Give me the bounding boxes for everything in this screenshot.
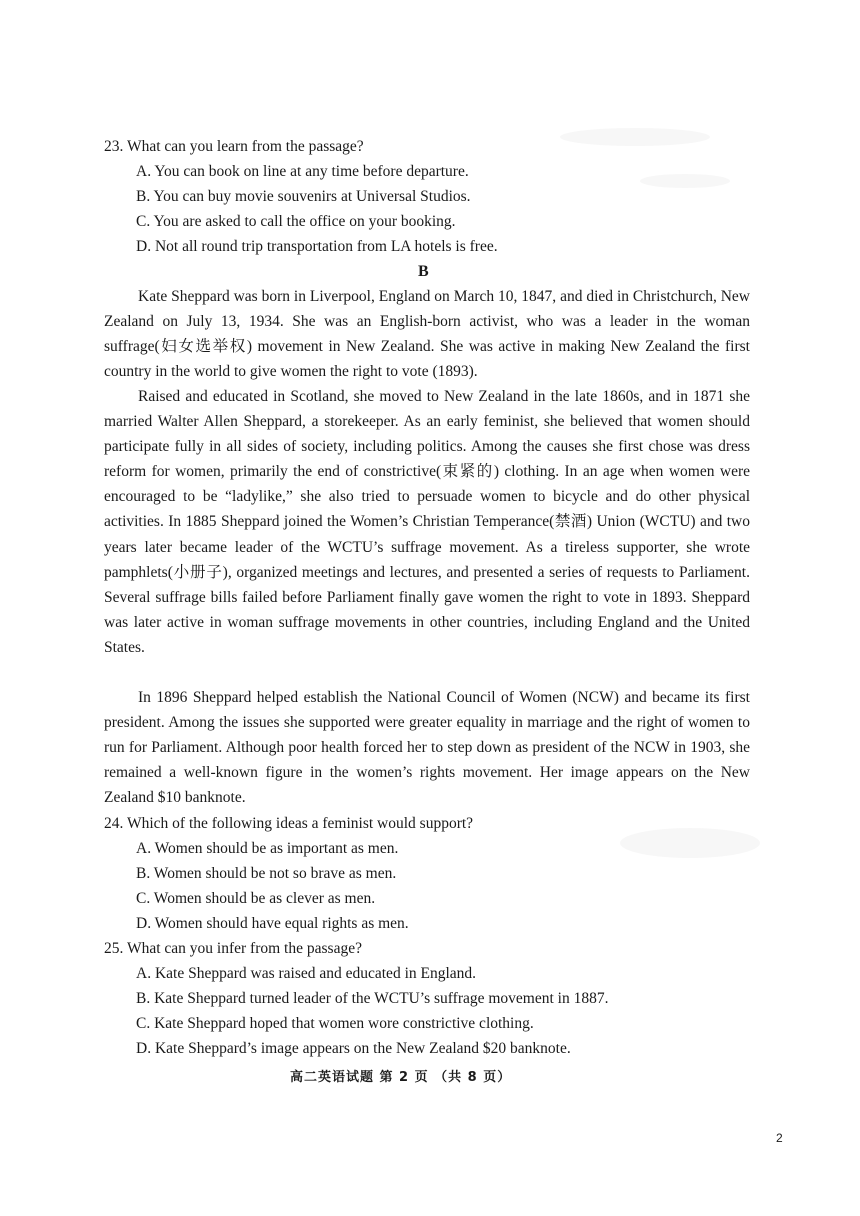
section-title: B	[418, 263, 429, 280]
question-24-option-d: D. Women should have equal rights as men.	[136, 915, 409, 932]
question-24-option-b: B. Women should be not so brave as men.	[136, 865, 397, 882]
question-23-stem: 23. What can you learn from the passage?	[104, 138, 364, 155]
question-25-option-a: A. Kate Sheppard was raised and educated in England.	[136, 965, 477, 982]
question-25-option-b: B. Kate Sheppard turned leader of the WCTU’s suffrage movement in 1887.	[136, 990, 609, 1007]
question-24-option-a: A. Women should be as important as men.	[136, 840, 399, 857]
question-25-option-c: C. Kate Sheppard hoped that women wore constrictive clothing.	[136, 1015, 534, 1032]
question-24-stem: 24. Which of the following ideas a feminist would support?	[104, 815, 474, 832]
passage-paragraph-1: Kate Sheppard was born in Liverpool, England on March 10, 1847, and died in Christchurch, New Zealand on July 13, 1934. She was an English-born activist, who was a leader in the woman suffrage(妇女选举权) movement in New Zealand. She was active in making New Zealand the first country in the world to give women the right to vote (1893).	[104, 288, 750, 381]
question-24-option-c: C. Women should be as clever as men.	[136, 890, 376, 907]
page-number: 2	[776, 1131, 783, 1145]
question-25-option-d: D. Kate Sheppard’s image appears on the New Zealand $20 banknote.	[136, 1040, 571, 1057]
question-23-option-c: C. You are asked to call the office on your booking.	[136, 213, 456, 230]
question-25-stem: 25. What can you infer from the passage?	[104, 940, 362, 957]
question-23-option-d: D. Not all round trip transportation from LA hotels is free.	[136, 238, 498, 255]
question-23-option-a: A. You can book on line at any time before departure.	[136, 163, 469, 180]
question-23-option-b: B. You can buy movie souvenirs at Universal Studios.	[136, 188, 471, 205]
passage-paragraph-2: Raised and educated in Scotland, she moved to New Zealand in the late 1860s, and in 1871 she married Walter Allen Sheppard, a storekeeper. As an early feminist, she believed that women should participate fully in all sides of society, including politics. Among the causes she first chose was dress reform for women, primarily the end of constrictive(束紧的) clothing. In an age when women were encouraged to be “ladylike,” she also tried to persuade women to bicycle and do other physical activities. In 1885 Sheppard joined the Women’s Christian Temperance(禁酒) Union (WCTU) and two years later became leader of the WCTU’s suffrage movement. As a tireless supporter, she wrote pamphlets(小册子), organized meetings and lectures, and presented a series of requests to Parliament. Several suffrage bills failed before Parliament finally gave women the right to vote in 1893. Sheppard was later active in woman suffrage movements in other countries, including England and the United States.	[104, 388, 750, 656]
passage-paragraph-3: In 1896 Sheppard helped establish the National Council of Women (NCW) and became its first president. Among the issues she supported were greater equality in marriage and the right of women to run for Parliament. Although poor health forced her to step down as president of the NCW in 1903, she remained a well-known figure in the women’s rights movement. Her image appears on the New Zealand $10 banknote.	[104, 689, 750, 807]
page-footer: 高二英语试题 第 2 页 （共 8 页）	[290, 1070, 512, 1085]
